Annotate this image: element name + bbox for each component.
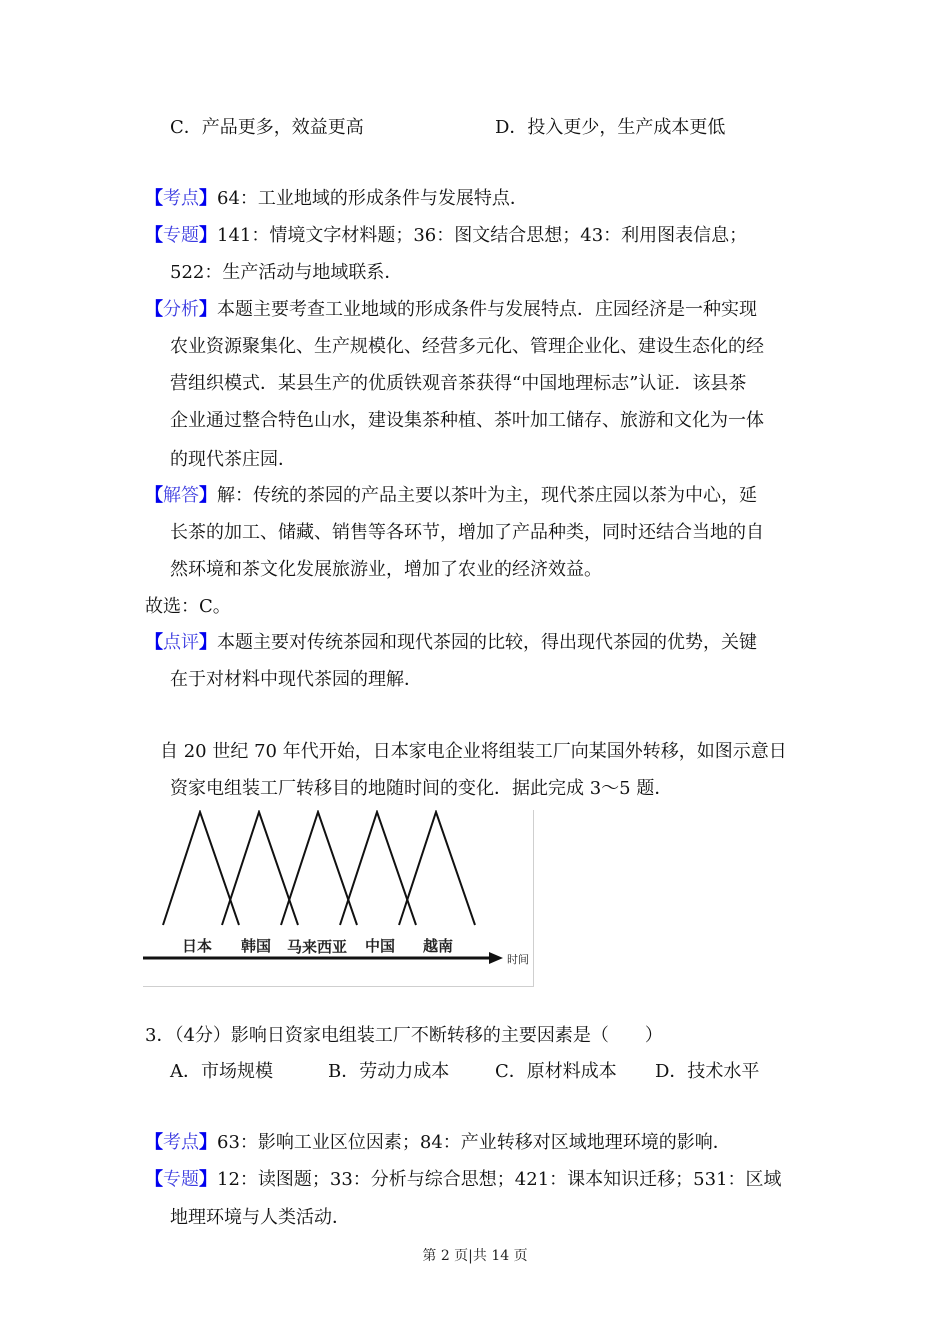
label-japan: 日本 [182, 937, 213, 955]
q3-stem: 3．（4分）影响日资家电组装工厂不断转移的主要因素是（ ） [145, 1025, 663, 1046]
fenxi-text: 本题主要考查工业地域的形成条件与发展特点．庄园经济是一种实现 [217, 299, 757, 320]
q3-zhuanti-label: 专题 [163, 1169, 199, 1190]
answer-text: 故选：C。 [145, 596, 231, 617]
fenxi-row: 【分析】本题主要考查工业地域的形成条件与发展特点．庄园经济是一种实现 [145, 299, 757, 320]
q3-kaodian-text: 63：影响工业区位因素；84：产业转移对区域地理环境的影响． [217, 1132, 731, 1153]
jieda-text: 解：传统的茶园的产品主要以茶叶为主，现代茶庄园以茶为中心，延 [217, 485, 757, 506]
intro-text-1: 自 20 世纪 70 年代开始，日本家电企业将组装工厂向某国外转移，如图示意日 [160, 741, 787, 762]
fenxi-text-2: 农业资源聚集化、生产规模化、经营多元化、管理企业化、建设生态化的经 [170, 336, 764, 357]
q3-option-b: B．劳动力成本 [328, 1061, 450, 1082]
jieda-row: 【解答】解：传统的茶园的产品主要以茶叶为主，现代茶庄园以茶为中心，延 [145, 485, 757, 506]
q3-kaodian-row: 【考点】63：影响工业区位因素；84：产业转移对区域地理环境的影响． [145, 1132, 731, 1153]
fenxi-text-3: 营组织模式．某县生产的优质铁观音茶获得“中国地理标志”认证．该县茶 [170, 373, 747, 394]
dianping-label: 点评 [163, 632, 199, 653]
option-c: C．产品更多，效益更高 [170, 117, 364, 138]
q3-option-d: D．技术水平 [655, 1061, 760, 1082]
dianping-text-2: 在于对材料中现代茶园的理解． [170, 669, 422, 690]
axis-label-time: 时间 [507, 953, 529, 966]
zhuanti-label: 专题 [163, 225, 199, 246]
q3-zhuanti-text-2: 地理环境与人类活动． [170, 1207, 350, 1228]
fenxi-text-5: 的现代茶庄园． [170, 449, 296, 470]
q3-option-c: C．原材料成本 [495, 1061, 617, 1082]
intro-text-2: 资家电组装工厂转移目的地随时间的变化．据此完成 3～5 题． [170, 778, 673, 799]
jieda-text-2: 长茶的加工、储藏、销售等各环节，增加了产品种类，同时还结合当地的自 [170, 522, 764, 543]
fenxi-label: 分析 [163, 299, 199, 320]
dianping-row: 【点评】本题主要对传统茶园和现代茶园的比较，得出现代茶园的优势，关键 [145, 632, 757, 653]
fenxi-text-4: 企业通过整合特色山水，建设集茶种植、茶叶加工储存、旅游和文化为一体 [170, 410, 764, 431]
transfer-figure [143, 810, 534, 987]
triangle-chart [143, 810, 533, 986]
kaodian-row: 【考点】64：工业地域的形成条件与发展特点． [145, 188, 528, 209]
kaodian-label: 考点 [163, 188, 199, 209]
label-malaysia: 马来西亚 [287, 938, 348, 956]
label-china: 中国 [365, 937, 396, 955]
zhuanti-text: 141：情境文字材料题；36：图文结合思想；43：利用图表信息； [217, 225, 748, 246]
q3-zhuanti-text: 12：读图题；33：分析与综合思想；421：课本知识迁移；531：区域 [217, 1169, 782, 1190]
page-number: 第 2 页|共 14 页 [422, 1248, 528, 1264]
label-korea: 韩国 [241, 937, 272, 955]
q3-kaodian-label: 考点 [163, 1132, 199, 1153]
q3-zhuanti-row: 【专题】12：读图题；33：分析与综合思想；421：课本知识迁移；531：区域 [145, 1169, 782, 1190]
zhuanti-text-cont: 522：生产活动与地域联系． [170, 262, 403, 283]
option-d: D．投入更少，生产成本更低 [495, 117, 726, 138]
arrow-head-icon [489, 952, 503, 964]
jieda-label: 解答 [163, 485, 199, 506]
jieda-text-3: 然环境和茶文化发展旅游业，增加了农业的经济效益。 [170, 559, 602, 580]
dianping-text: 本题主要对传统茶园和现代茶园的比较，得出现代茶园的优势，关键 [217, 632, 757, 653]
label-vietnam: 越南 [423, 937, 454, 955]
kaodian-text: 64：工业地域的形成条件与发展特点． [217, 188, 528, 209]
q3-option-a: A．市场规模 [170, 1061, 273, 1082]
zhuanti-row: 【专题】141：情境文字材料题；36：图文结合思想；43：利用图表信息； [145, 225, 748, 246]
